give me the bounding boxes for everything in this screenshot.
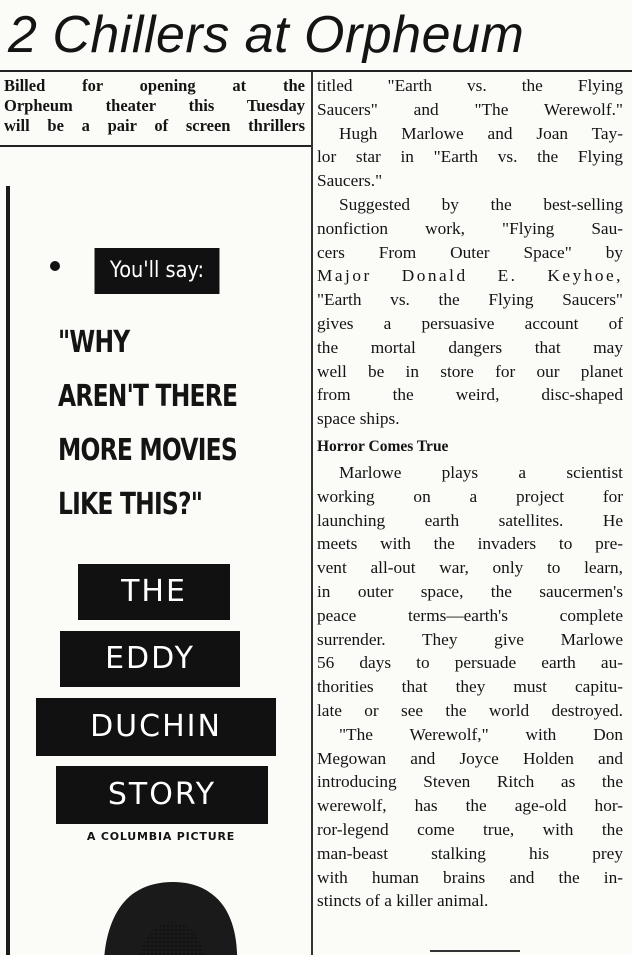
- text-line: late or see the world destroyed.: [317, 700, 623, 720]
- text-line: Hugh Marlowe and Joan Tay-: [339, 123, 623, 143]
- text-line: Megowan and Joyce Holden and: [317, 748, 623, 768]
- bullet-icon: [50, 261, 60, 271]
- you-will-say-box: You'll say:: [95, 248, 220, 294]
- column-divider: [311, 72, 313, 955]
- studio-credit: A COLUMBIA PICTURE: [86, 830, 236, 843]
- text-line: titled "Earth vs. the Flying: [317, 76, 623, 95]
- text-line: well be in store for our planet: [317, 361, 623, 381]
- column-rule: [0, 145, 312, 147]
- text-line: thorities that they must capitu-: [317, 677, 623, 697]
- text-line: Major Donald E. Keyhoe,: [317, 266, 623, 286]
- paragraph: [317, 723, 623, 913]
- text-line: Saucers.": [317, 171, 383, 191]
- quote-line: "WHY: [58, 325, 130, 360]
- text-line: Marlowe plays a scientist: [339, 462, 623, 482]
- portrait-photo-icon: [94, 848, 244, 955]
- movie-advertisement: [0, 148, 310, 955]
- text-line: space ships.: [317, 409, 400, 429]
- text-line: 56 days to persuade earth au-: [317, 653, 623, 673]
- text-line: vent all-out war, only to learn,: [317, 558, 623, 578]
- text-line: "The Werewolf," with Don: [339, 724, 623, 744]
- headline-rule: [0, 70, 632, 72]
- text-line: working on a project for: [317, 486, 623, 506]
- text-line: Suggested by the best-selling: [339, 194, 623, 214]
- text-line: Saucers" and "The Werewolf.": [317, 99, 623, 119]
- text-line: Billed for opening at the: [4, 76, 305, 95]
- text-line: stincts of a killer animal.: [317, 891, 489, 911]
- left-column-text: [4, 76, 305, 136]
- text-line: surrender. They give Marlowe: [317, 629, 623, 649]
- text-line: ror-legend come true, with the: [317, 819, 623, 839]
- quote-line: LIKE THIS?": [58, 487, 203, 522]
- paragraph: [317, 122, 623, 193]
- ad-border: [6, 186, 10, 955]
- text-line: cers From Outer Space" by: [317, 242, 623, 262]
- text-line: "Earth vs. the Flying Saucers": [317, 290, 623, 310]
- text-line: lor star in "Earth vs. the Flying: [317, 147, 623, 167]
- subheading: Horror Comes True: [317, 437, 449, 455]
- headline: 2 Chillers at Orpheum: [8, 6, 525, 64]
- movie-title-line: EDDY: [60, 631, 240, 687]
- text-line: gives a persuasive account of: [317, 313, 623, 333]
- text-line: the mortal dangers that may: [317, 337, 623, 357]
- text-line: introducing Steven Ritch as the: [317, 772, 623, 792]
- text-line: in outer space, the saucermen's: [317, 581, 623, 601]
- quote-line: MORE MOVIES: [58, 433, 237, 468]
- movie-title-line: STORY: [56, 766, 268, 824]
- paragraph: [317, 193, 623, 431]
- paragraph: [317, 74, 623, 122]
- quote-line: AREN'T THERE: [58, 379, 238, 414]
- text-line: from the weird, disc-shaped: [317, 385, 623, 405]
- text-line: meets with the invaders to pre-: [317, 534, 623, 554]
- right-column-text: [317, 74, 623, 913]
- movie-title-line: DUCHIN: [36, 698, 276, 756]
- end-rule: [430, 950, 520, 952]
- text-line: with human brains and the in-: [317, 867, 623, 887]
- paragraph: [317, 461, 623, 723]
- text-line: Orpheum theater this Tuesday: [4, 96, 305, 115]
- text-line: will be a pair of screen thrillers: [4, 116, 305, 135]
- text-line: man-beast stalking his prey: [317, 843, 623, 863]
- text-line: werewolf, has the age-old hor-: [317, 796, 623, 816]
- text-line: launching earth satellites. He: [317, 510, 623, 530]
- movie-title-line: THE: [78, 564, 230, 620]
- text-line: peace terms—earth's complete: [317, 605, 623, 625]
- ad-quote: [58, 316, 245, 532]
- text-line: nonfiction work, "Flying Sau-: [317, 218, 623, 238]
